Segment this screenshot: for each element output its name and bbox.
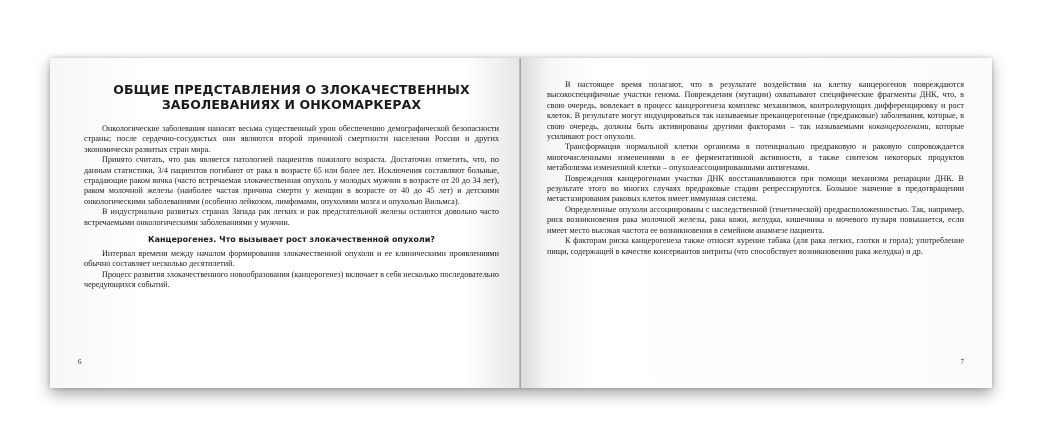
paragraph: Процесс развития злокачественного новообразования (канцерогенез) включает в себя несколько последовательно чередующихся событий. <box>84 269 499 290</box>
paragraph: Принято считать, что рак является патологией пациентов пожилого возраста. Достаточно отметить, что, по данным статистики, 3/4 пациентов погибают от рака в возрасте 65 или более лет. Исключения составляют больные, страдающие раком яичка (часто встречаемая злокачественная опухоль у молодых мужчин в возрасте от 20 до 34 лет), раком молочной железы (наиболее частая причина смерти у женщин в возрасте от 40 до 45 лет) и детскими онкологическими заболеваниями (особенно лейкозом, лимфомами, опухолями мозга и опухолью Вильмса). <box>84 155 499 206</box>
paragraph: Определенные опухоли ассоциированы с наследственной (генетической) предрасположенностью. Так, например, риск возникновения рака молочной железы, рака кожи, желудка, кишечника и мочевого пузыря повышается, если имеет место высокая частота ее возникновения в семейном анамнезе пациента. <box>547 204 964 235</box>
open-book <box>50 58 992 388</box>
chapter-title-line2: ЗАБОЛЕВАНИЯХ И ОНКОМАРКЕРАХ <box>161 97 422 112</box>
paragraph: К факторам риска канцерогенеза также относят курение табака (для рака легких, глотки и горла); употребление пищи, содержащей в качестве консервантов нитриты (что способствует возникновению рака желудка) и др. <box>547 236 964 256</box>
paragraph <box>547 80 964 142</box>
page-number-right: 7 <box>960 358 964 366</box>
chapter-title-line1: ОБЩИЕ ПРЕДСТАВЛЕНИЯ О ЗЛОКАЧЕСТВЕННЫХ <box>113 82 470 97</box>
paragraph: В индустриально развитых странах Запада рак легких и рак предстательной железы остаются довольно часто встречаемыми онкологическими заболеваниями у мужчин. <box>84 207 499 227</box>
paragraph: Трансформация нормальной клетки организма в потенциально предраковую и раковую сопровождается многочисленными изменениями в ее ферментативной активности, а также синтезом некоторых продуктов метаболизма измененной клетки – опухолеассоциированными антигенами. <box>547 142 964 173</box>
paragraph: Интервал времени между началом формирования злокачественной опухоли и ее клиническими проявлениями обычно составляет несколько десятилетий. <box>84 249 499 269</box>
right-page <box>521 58 992 388</box>
paragraph-text: , которые усиливают рост опухоли. <box>547 121 964 142</box>
left-page <box>50 58 521 388</box>
italic-term: коканцерогенами <box>868 121 929 131</box>
chapter-title <box>84 82 499 112</box>
paragraph-text: В настоящее время полагают, что в результате воздействия на клетку канцерогенов повреждаются высокоспецифичные участки генома. Повреждения (мутации) охватывают специфические фрагменты ДНК, что, в свою очередь, вовлекает в процесс канцерогенеза комплекс механизмов, контролирующих дифференцировку и рост клеток. В результате могут индуцироваться так называемые преканцерогенные (предраковые) заболевания, которые, в свою очередь, должны быть активированы другими факторами – так называемыми <box>547 80 964 131</box>
section-subheading: Канцерогенез. Что вызывает рост злокачественной опухоли? <box>148 235 435 245</box>
paragraph: Онкологические заболевания наносят весьма существенный урон обеспечению демографической безопасности страны; после сердечно-сосудистых они являются второй причиной смертности населения России и других экономически развитых стран мира. <box>84 124 499 154</box>
page-number-left: 6 <box>78 358 82 366</box>
paragraph: Повреждения канцерогенами участки ДНК восстанавливаются при помощи механизма репарации ДНК. В результате этого во многих случаях предраковые стадии репрессируются. Большое значение в предотвращении метастазирования раковых клеток имеет иммунная система. <box>547 173 964 204</box>
